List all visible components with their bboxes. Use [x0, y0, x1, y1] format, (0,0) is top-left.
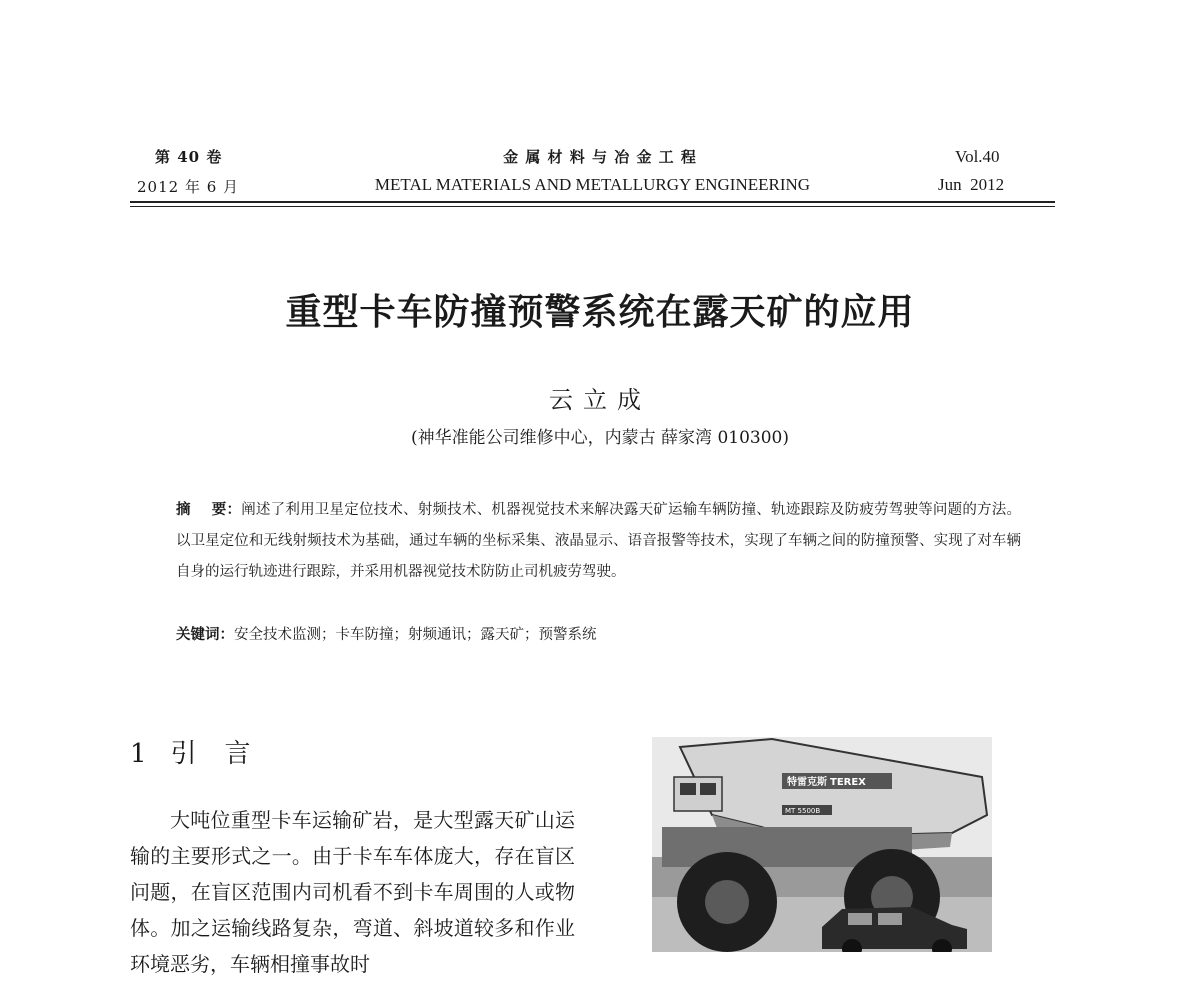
date-en: Jun 2012 — [938, 175, 1005, 194]
journal-title-cn: 金 属 材 料 与 冶 金 工 程 — [503, 148, 697, 166]
volume-cn: 第 40 卷 — [155, 148, 223, 166]
abstract — [176, 495, 1021, 588]
paper-author: 云立成 — [549, 386, 651, 414]
abstract-label: 摘 要： — [176, 502, 242, 518]
section-title: 引言 — [170, 739, 279, 769]
truck-photo — [652, 737, 992, 952]
header-rule-thin — [130, 206, 1055, 207]
intro-paragraph: 大吨位重型卡车运输矿岩，是大型露天矿山运输的主要形式之一。由于卡车车体庞大，存在盲区问题，在盲区范围内司机看不到卡车周围的人或物体。加之运输线路复杂，弯道、斜坡道较多和作业环境恶劣，车辆相撞事故时 — [130, 808, 575, 976]
header-rule-thick — [130, 201, 1055, 203]
section-heading — [130, 733, 279, 770]
truck-model: MT 5500B — [785, 807, 821, 815]
body-column-left — [130, 802, 575, 982]
truck-illustration — [652, 737, 992, 952]
truck-brand: TEREX — [830, 777, 866, 788]
keywords — [176, 622, 1021, 648]
date-cn: 2012 年 6 月 — [137, 178, 240, 196]
keywords-label: 关键词： — [176, 627, 234, 643]
keywords-text: 安全技术监测；卡车防撞；射频通讯；露天矿；预警系统 — [234, 627, 597, 643]
author-affiliation: (神华准能公司维修中心，内蒙古 薛家湾 010300) — [411, 428, 789, 448]
abstract-text: 阐述了利用卫星定位技术、射频技术、机器视觉技术来解决露天矿运输车辆防撞、轨迹跟踪及防疲劳驾驶等问题的方法。以卫星定位和无线射频技术为基础，通过车辆的坐标采集、液晶显示、语音报警等技术，实现了车辆之间的防撞预警、实现了对车辆自身的运行轨迹进行跟踪，并采用机器视觉技术防防止司机疲劳驾驶。 — [176, 502, 1021, 580]
volume-en: Vol.40 — [955, 147, 1000, 166]
section-number: 1 — [130, 739, 147, 769]
truck-brand-cn: 特雷克斯 — [787, 777, 827, 788]
paper-title: 重型卡车防撞预警系统在露天矿的应用 — [285, 292, 915, 333]
journal-title-en: METAL MATERIALS AND METALLURGY ENGINEERING — [374, 175, 811, 194]
